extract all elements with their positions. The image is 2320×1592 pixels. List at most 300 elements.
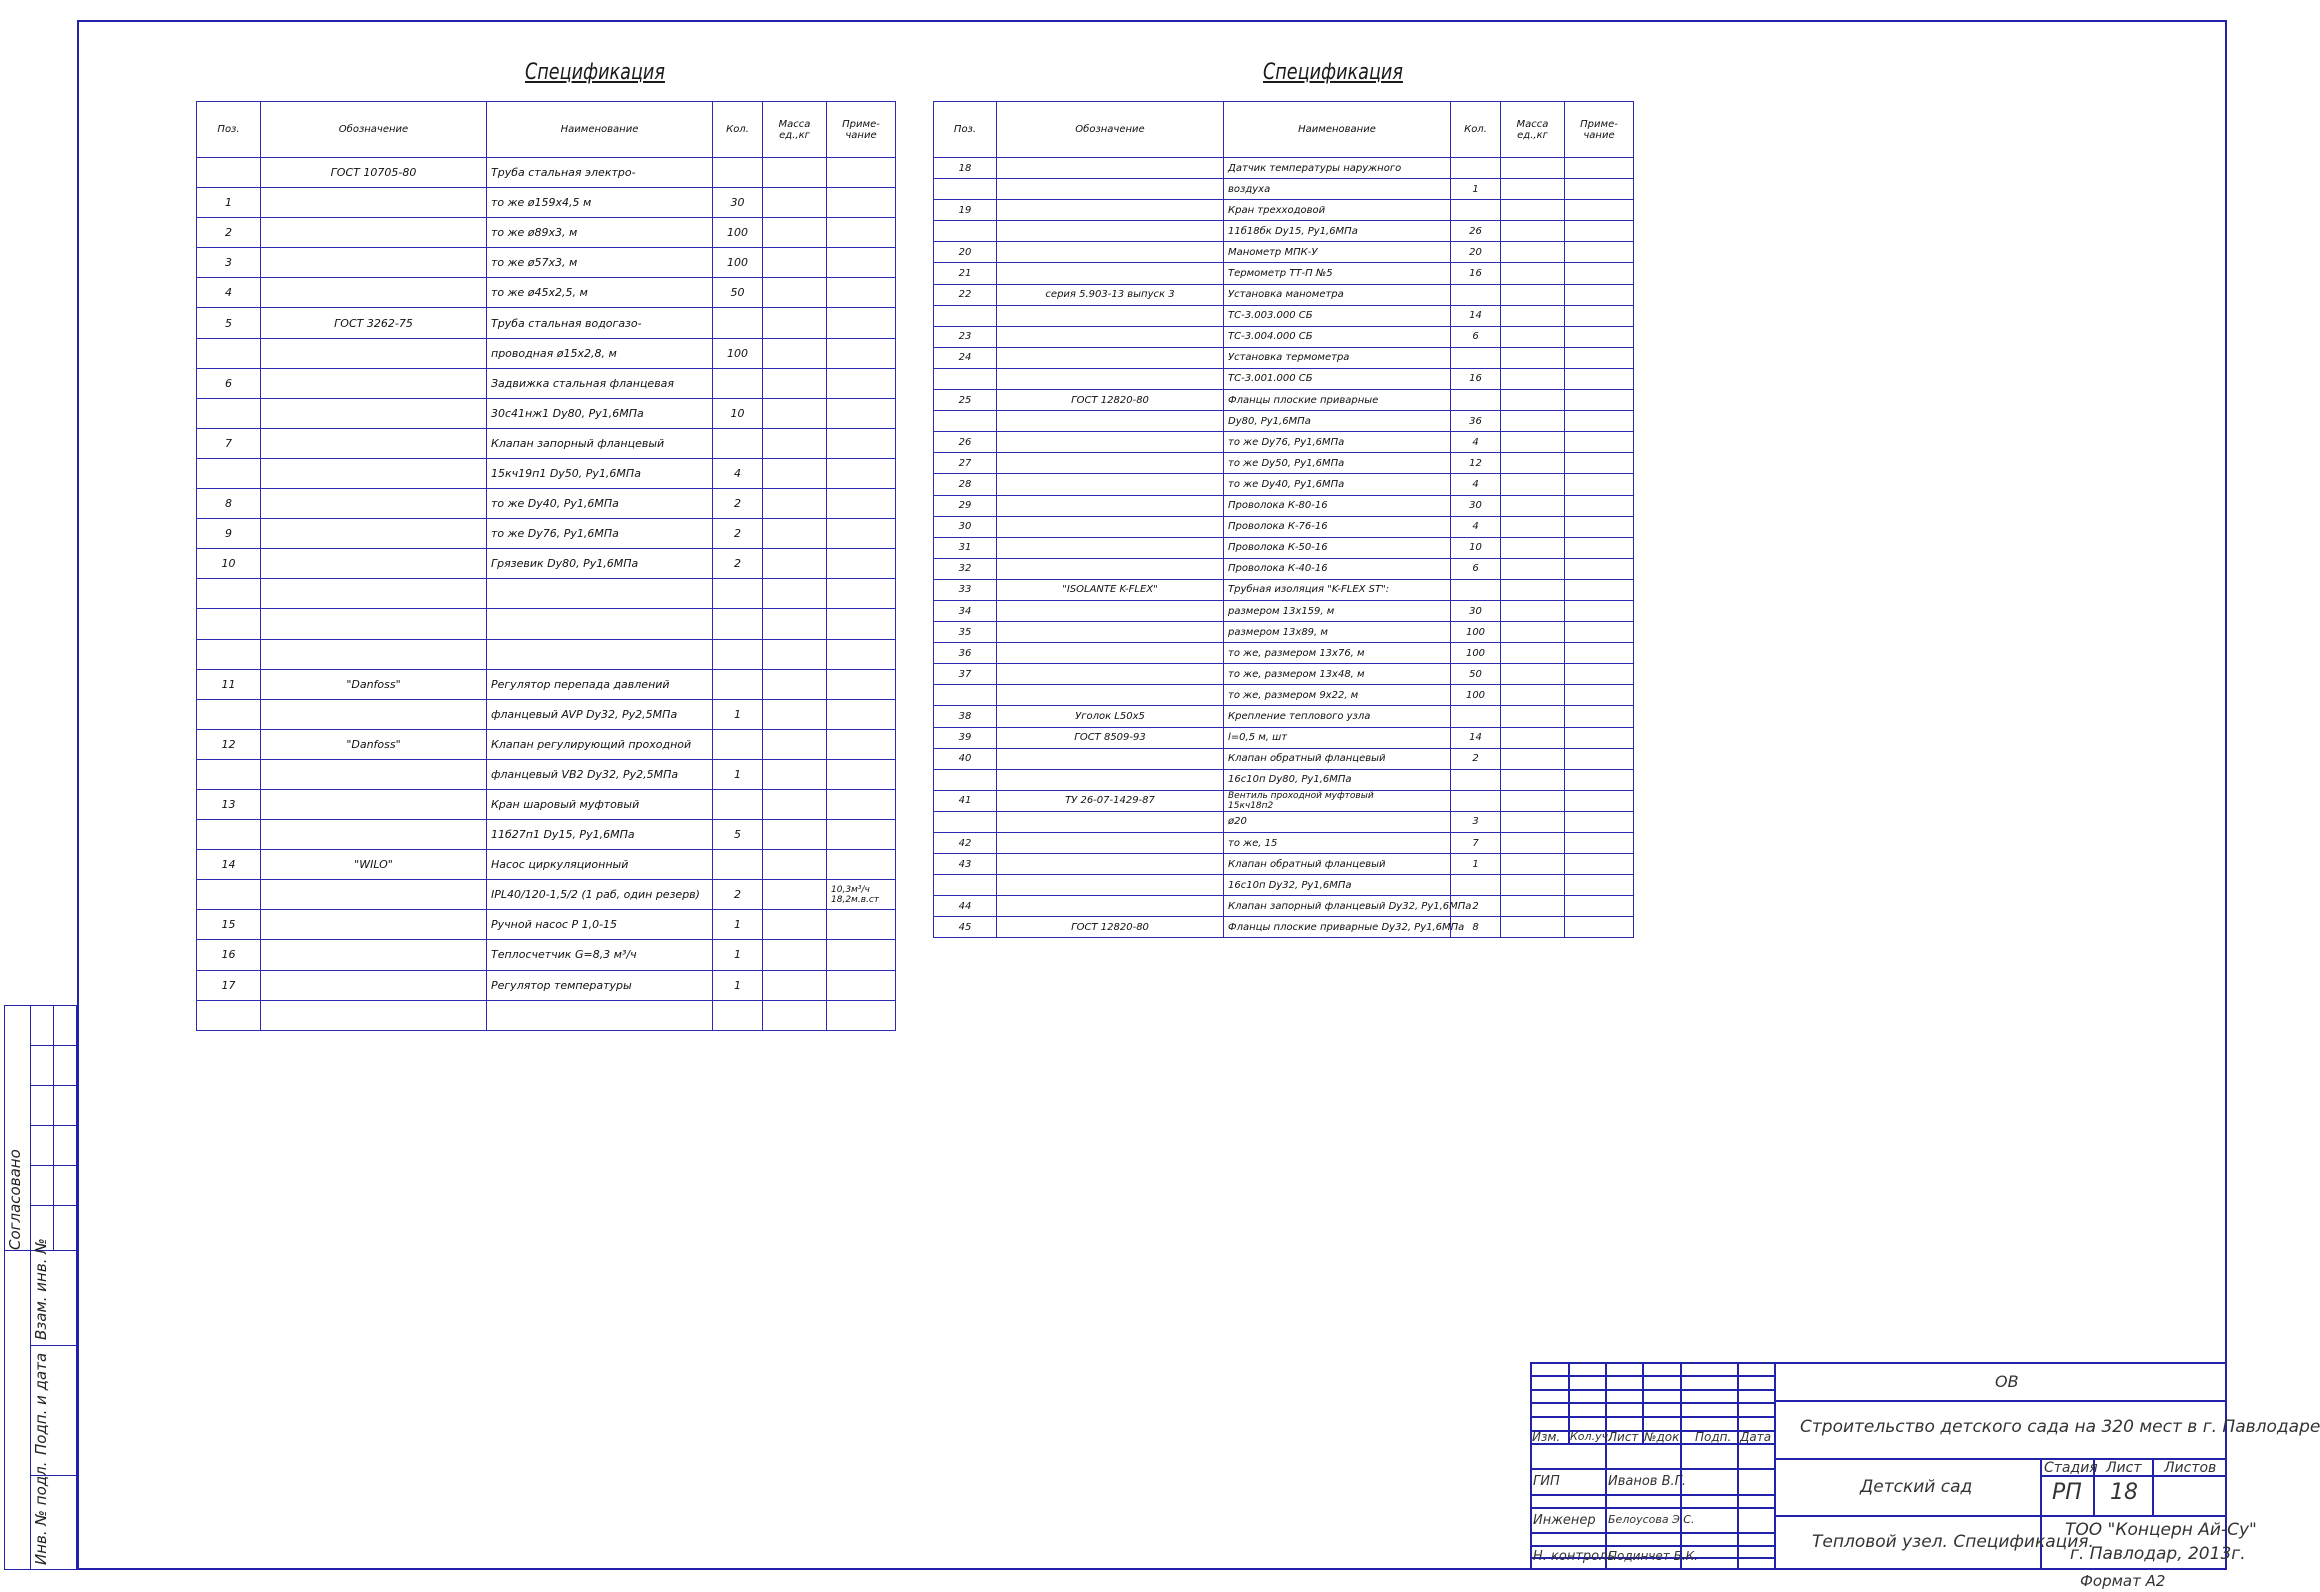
cell-mass (763, 970, 827, 1000)
cell-name: 11б27п1 Dy15, Py1,6МПа (487, 820, 713, 850)
header-note: Приме-чание (1565, 102, 1634, 158)
cell-qty (713, 428, 763, 458)
table-row (934, 537, 1634, 558)
table-row (934, 854, 1634, 875)
cell-mass (1501, 453, 1565, 474)
cell-mass (1501, 875, 1565, 896)
cell-pos: 9 (197, 519, 261, 549)
cell-note (827, 850, 896, 880)
table-row (934, 769, 1634, 790)
cell-name (487, 639, 713, 669)
table-row (934, 706, 1634, 727)
cell-mass (1501, 347, 1565, 368)
cell-name: Клапан запорный фланцевый Dy32, Py1,6МПа (1224, 896, 1451, 917)
table-row (197, 489, 896, 519)
cell-pos (197, 759, 261, 789)
cell-pos: 38 (934, 706, 997, 727)
cell-pos: 11 (197, 669, 261, 699)
cell-designation (261, 458, 487, 488)
cell-designation (997, 242, 1224, 263)
project-title: Строительство детского сада на 320 мест в г. Павлодаре (1800, 1417, 2320, 1437)
cell-qty: 100 (713, 218, 763, 248)
cell-note (1565, 664, 1634, 685)
cell-qty: 4 (1451, 432, 1501, 453)
cell-pos: 44 (934, 896, 997, 917)
cell-note (1565, 221, 1634, 242)
cell-qty: 3 (1451, 811, 1501, 832)
cell-designation (997, 537, 1224, 558)
sheet-name: Тепловой узел. Спецификация. (1812, 1532, 2094, 1552)
name-gip: Иванов В.Г. (1608, 1474, 1687, 1489)
cell-mass (763, 1000, 827, 1030)
cell-name: Фланцы плоские приварные (1224, 390, 1451, 411)
cell-designation (997, 495, 1224, 516)
table-row (934, 727, 1634, 748)
format-label: Формат А2 (2080, 1572, 2166, 1590)
cell-mass (763, 188, 827, 218)
cell-note (1565, 158, 1634, 179)
cell-note (827, 789, 896, 819)
cell-pos: 32 (934, 558, 997, 579)
cell-note (1565, 622, 1634, 643)
cell-pos: 17 (197, 970, 261, 1000)
cell-mass (1501, 242, 1565, 263)
cell-pos: 15 (197, 910, 261, 940)
table-row (934, 242, 1634, 263)
cell-qty: 6 (1451, 558, 1501, 579)
cell-designation (997, 200, 1224, 221)
table-row (197, 368, 896, 398)
cell-designation: ГОСТ 12820-80 (997, 390, 1224, 411)
cell-pos: 19 (934, 200, 997, 221)
table-row (197, 970, 896, 1000)
cell-designation (997, 432, 1224, 453)
cell-designation: ГОСТ 12820-80 (997, 917, 1224, 938)
cell-qty: 5 (713, 820, 763, 850)
cell-mass (763, 549, 827, 579)
cell-designation (997, 158, 1224, 179)
cell-name: то же, размером 13х76, м (1224, 643, 1451, 664)
cell-pos (197, 158, 261, 188)
cell-note (827, 639, 896, 669)
sheet-number: 18 (2110, 1480, 2138, 1505)
tb-line (1530, 1389, 1774, 1391)
cell-pos: 1 (197, 188, 261, 218)
table-row (197, 639, 896, 669)
cell-qty (1451, 284, 1501, 305)
cell-note: 10,3м³/ч 18,2м.в.ст (827, 880, 896, 910)
cell-qty (713, 1000, 763, 1030)
col-podp: Подп. (1695, 1430, 1732, 1444)
cell-mass (763, 699, 827, 729)
cell-note (1565, 727, 1634, 748)
cell-mass (1501, 579, 1565, 600)
tb-line (1774, 1400, 2227, 1402)
tb-line (1774, 1458, 2227, 1460)
cell-note (827, 820, 896, 850)
tb-line (1530, 1468, 1774, 1470)
cell-mass (763, 519, 827, 549)
cell-qty: 16 (1451, 263, 1501, 284)
cell-qty: 8 (1451, 917, 1501, 938)
cell-name: то же, 15 (1224, 833, 1451, 854)
cell-pos (197, 820, 261, 850)
table-row (197, 910, 896, 940)
role-engineer: Инженер (1533, 1513, 1596, 1528)
cell-mass (763, 398, 827, 428)
cell-mass (1501, 263, 1565, 284)
cell-qty: 1 (713, 970, 763, 1000)
cell-pos: 40 (934, 748, 997, 769)
cell-qty: 100 (713, 248, 763, 278)
side-strip (4, 1005, 77, 1570)
cell-name: Проволока К-50-16 (1224, 537, 1451, 558)
cell-pos (197, 579, 261, 609)
table-row (197, 759, 896, 789)
cell-designation (997, 326, 1224, 347)
cell-note (1565, 643, 1634, 664)
cell-note (827, 940, 896, 970)
cell-name: Проволока К-80-16 (1224, 495, 1451, 516)
cell-note (827, 218, 896, 248)
cell-designation (261, 248, 487, 278)
cell-designation (997, 896, 1224, 917)
cell-note (1565, 769, 1634, 790)
cell-name: Вентиль проходной муфтовый 15кч18п2 (1224, 790, 1451, 811)
table-row (934, 896, 1634, 917)
cell-designation (261, 549, 487, 579)
cell-pos (934, 305, 997, 326)
cell-note (1565, 411, 1634, 432)
table-row (934, 179, 1634, 200)
cell-name: 16с10п Dy80, Py1,6МПа (1224, 769, 1451, 790)
cell-mass (763, 789, 827, 819)
table-row (197, 789, 896, 819)
table-row (197, 398, 896, 428)
table-row (934, 664, 1634, 685)
header-mass: Масса ед.,кг (763, 102, 827, 158)
cell-qty: 30 (1451, 495, 1501, 516)
cell-qty (1451, 769, 1501, 790)
table-row (197, 549, 896, 579)
cell-name: 11б18бк Dy15, Py1,6МПа (1224, 221, 1451, 242)
cell-mass (763, 218, 827, 248)
cell-qty (1451, 390, 1501, 411)
sheets-label: Листов (2164, 1460, 2217, 1476)
cell-name: ø20 (1224, 811, 1451, 832)
cell-name: Труба стальная электро- (487, 158, 713, 188)
cell-designation (261, 609, 487, 639)
cell-mass (1501, 368, 1565, 389)
cell-note (827, 699, 896, 729)
cell-name: Установка манометра (1224, 284, 1451, 305)
cell-qty: 16 (1451, 368, 1501, 389)
cell-designation (997, 748, 1224, 769)
cell-name: Трубная изоляция "K-FLEX ST": (1224, 579, 1451, 600)
cell-pos: 28 (934, 474, 997, 495)
cell-mass (1501, 495, 1565, 516)
org-name: ТОО "Концерн Ай-Су" (2065, 1520, 2257, 1540)
table-row (197, 308, 896, 338)
cell-qty: 2 (1451, 748, 1501, 769)
cell-note (1565, 790, 1634, 811)
cell-name: Термометр ТТ-П №5 (1224, 263, 1451, 284)
cell-note (1565, 368, 1634, 389)
table-row (934, 200, 1634, 221)
cell-qty: 14 (1451, 727, 1501, 748)
cell-pos: 45 (934, 917, 997, 938)
cell-name: размером 13х159, м (1224, 600, 1451, 621)
cell-name: Теплосчетчик G=8,3 м³/ч (487, 940, 713, 970)
cell-pos: 23 (934, 326, 997, 347)
cell-qty (713, 669, 763, 699)
role-gip: ГИП (1533, 1474, 1560, 1489)
doc-code: ОВ (1995, 1372, 2019, 1391)
cell-mass (1501, 600, 1565, 621)
cell-mass (1501, 896, 1565, 917)
cell-pos (197, 609, 261, 639)
cell-name: то же ø45х2,5, м (487, 278, 713, 308)
org-city: г. Павлодар, 2013г. (2070, 1544, 2246, 1564)
cell-qty: 6 (1451, 326, 1501, 347)
cell-name: Регулятор перепада давлений (487, 669, 713, 699)
cell-mass (763, 609, 827, 639)
cell-note (1565, 537, 1634, 558)
cell-name: Клапан обратный фланцевый (1224, 854, 1451, 875)
cell-qty: 2 (1451, 896, 1501, 917)
cell-qty (713, 368, 763, 398)
cell-pos (197, 458, 261, 488)
cell-designation (997, 833, 1224, 854)
cell-pos: 37 (934, 664, 997, 685)
cell-name: Dy80, Py1,6МПа (1224, 411, 1451, 432)
cell-note (1565, 600, 1634, 621)
table-row (197, 158, 896, 188)
table-row (934, 263, 1634, 284)
cell-note (827, 308, 896, 338)
cell-note (1565, 875, 1634, 896)
cell-designation: "WILO" (261, 850, 487, 880)
cell-qty: 1 (1451, 854, 1501, 875)
cell-pos: 41 (934, 790, 997, 811)
cell-note (1565, 833, 1634, 854)
cell-designation (997, 664, 1224, 685)
cell-pos: 18 (934, 158, 997, 179)
cell-qty: 10 (1451, 537, 1501, 558)
left-spec-title: Спецификация (525, 60, 665, 85)
cell-note (1565, 284, 1634, 305)
cell-designation (261, 428, 487, 458)
cell-pos: 12 (197, 729, 261, 759)
cell-designation (261, 398, 487, 428)
table-row (934, 579, 1634, 600)
table-row (934, 622, 1634, 643)
side-strip-line (30, 1085, 77, 1086)
right-spec-header (934, 102, 1634, 158)
cell-mass (1501, 917, 1565, 938)
table-row (934, 790, 1634, 811)
cell-pos (934, 368, 997, 389)
table-row (197, 699, 896, 729)
cell-pos (934, 221, 997, 242)
cell-mass (763, 248, 827, 278)
cell-mass (763, 368, 827, 398)
cell-name: то же Dy40, Py1,6МПа (1224, 474, 1451, 495)
header-pos: Поз. (197, 102, 261, 158)
cell-mass (763, 458, 827, 488)
cell-note (1565, 706, 1634, 727)
cell-mass (763, 880, 827, 910)
table-row (934, 158, 1634, 179)
header-mass: Масса ед.,кг (1501, 102, 1565, 158)
cell-pos: 20 (934, 242, 997, 263)
cell-note (1565, 390, 1634, 411)
table-row (197, 248, 896, 278)
table-row (934, 811, 1634, 832)
cell-name: Клапан запорный фланцевый (487, 428, 713, 458)
cell-name: 16с10п Dy32, Py1,6МПа (1224, 875, 1451, 896)
cell-pos: 5 (197, 308, 261, 338)
cell-designation (261, 910, 487, 940)
cell-mass (1501, 685, 1565, 706)
cell-designation (997, 600, 1224, 621)
cell-mass (763, 579, 827, 609)
table-row (197, 669, 896, 699)
cell-pos: 2 (197, 218, 261, 248)
side-strip-line (30, 1345, 77, 1346)
cell-qty (713, 850, 763, 880)
cell-note (1565, 474, 1634, 495)
inv-orig-label: Инв. № подл. (32, 1461, 50, 1565)
cell-name: проводная ø15х2,8, м (487, 338, 713, 368)
table-row (197, 218, 896, 248)
table-row (934, 326, 1634, 347)
cell-designation (997, 411, 1224, 432)
table-row (934, 432, 1634, 453)
col-data: Дата (1740, 1430, 1772, 1444)
table-row (934, 347, 1634, 368)
cell-name (487, 1000, 713, 1030)
cell-designation (261, 759, 487, 789)
cell-note (827, 549, 896, 579)
table-row (934, 411, 1634, 432)
cell-note (1565, 748, 1634, 769)
cell-designation (997, 474, 1224, 495)
table-row (934, 685, 1634, 706)
cell-note (1565, 579, 1634, 600)
tb-line (1530, 1375, 1774, 1377)
tb-line (1530, 1402, 1774, 1404)
cell-designation (261, 218, 487, 248)
header-designation: Обозначение (261, 102, 487, 158)
cell-pos: 34 (934, 600, 997, 621)
cell-designation (261, 579, 487, 609)
cell-qty: 7 (1451, 833, 1501, 854)
cell-qty: 2 (713, 519, 763, 549)
side-strip-line (30, 1045, 77, 1046)
cell-pos: 4 (197, 278, 261, 308)
cell-pos (197, 398, 261, 428)
cell-mass (763, 428, 827, 458)
table-row (197, 278, 896, 308)
cell-pos: 42 (934, 833, 997, 854)
cell-mass (1501, 326, 1565, 347)
cell-mass (1501, 516, 1565, 537)
cell-designation (997, 453, 1224, 474)
cell-mass (1501, 200, 1565, 221)
cell-note (827, 248, 896, 278)
header-name: Наименование (487, 102, 713, 158)
cell-mass (1501, 221, 1565, 242)
col-izm: Изм. (1532, 1430, 1561, 1444)
cell-designation (997, 643, 1224, 664)
cell-name: Грязевик Dy80, Py1,6МПа (487, 549, 713, 579)
cell-mass (1501, 811, 1565, 832)
right-spec-table (933, 101, 1634, 938)
cell-note (827, 669, 896, 699)
cell-mass (1501, 284, 1565, 305)
cell-name: то же, размером 13х48, м (1224, 664, 1451, 685)
cell-note (827, 910, 896, 940)
table-row (197, 729, 896, 759)
cell-note (827, 579, 896, 609)
cell-designation (997, 622, 1224, 643)
cell-name: Проволока К-76-16 (1224, 516, 1451, 537)
cell-qty: 14 (1451, 305, 1501, 326)
table-row (934, 453, 1634, 474)
cell-mass (763, 669, 827, 699)
cell-designation (261, 820, 487, 850)
cell-designation (997, 221, 1224, 242)
cell-note (827, 398, 896, 428)
cell-designation (261, 789, 487, 819)
cell-note (1565, 263, 1634, 284)
cell-pos: 36 (934, 643, 997, 664)
tb-line (1530, 1545, 1774, 1547)
cell-qty: 1 (713, 759, 763, 789)
cell-name: Крепление теплового узла (1224, 706, 1451, 727)
cell-designation (997, 516, 1224, 537)
table-row (197, 609, 896, 639)
cell-designation (997, 811, 1224, 832)
table-row (934, 917, 1634, 938)
table-row (934, 221, 1634, 242)
title-block (1530, 1362, 2320, 1590)
cell-mass (763, 278, 827, 308)
cell-note (1565, 917, 1634, 938)
cell-pos (934, 411, 997, 432)
cell-note (1565, 495, 1634, 516)
cell-note (1565, 516, 1634, 537)
cell-note (1565, 811, 1634, 832)
cell-mass (763, 910, 827, 940)
cell-qty (713, 609, 763, 639)
cell-pos (197, 699, 261, 729)
cell-designation: серия 5.903-13 выпуск 3 (997, 284, 1224, 305)
table-row (934, 833, 1634, 854)
cell-mass (1501, 474, 1565, 495)
cell-designation (261, 368, 487, 398)
cell-qty: 1 (713, 910, 763, 940)
cell-pos: 13 (197, 789, 261, 819)
cell-mass (1501, 748, 1565, 769)
cell-note (1565, 854, 1634, 875)
cell-name: ТС-3.004.000 СБ (1224, 326, 1451, 347)
table-row (197, 338, 896, 368)
table-row (197, 940, 896, 970)
cell-mass (1501, 790, 1565, 811)
tb-line (1774, 1515, 2227, 1517)
